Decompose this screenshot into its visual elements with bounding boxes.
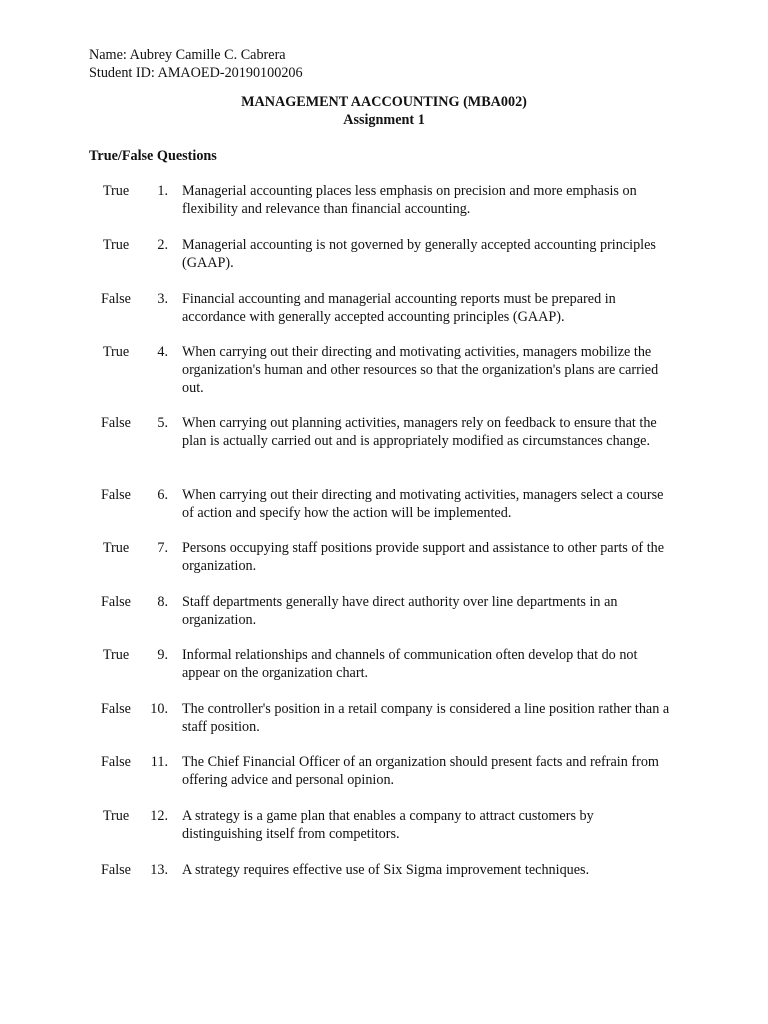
question-answer: True	[102, 344, 130, 360]
question-number: 3.	[157, 291, 168, 307]
question-text: When carrying out their directing and motivating activities, managers select a course of action and specify how the action will be implemented.	[182, 487, 664, 521]
question-text: Persons occupying staff positions provide support and assistance to other parts of the organization.	[182, 540, 665, 574]
question-text: Staff departments generally have direct authority over line departments in an organization.	[182, 594, 618, 628]
question-text: Managerial accounting is not governed by generally accepted accounting principles (GAAP).	[182, 237, 656, 271]
question-text: When carrying out their directing and motivating activities, managers mobilize the organization's human and other resources so that the organization's plans are carried out.	[182, 344, 659, 396]
question-text: A strategy requires effective use of Six Sigma improvement techniques.	[182, 862, 590, 878]
question-answer: True	[102, 808, 130, 824]
question-answer: True	[102, 647, 130, 663]
question-answer: True	[102, 237, 130, 253]
question-answer: False	[101, 594, 131, 610]
assignment-title: Assignment 1	[343, 112, 425, 128]
question-number: 9.	[157, 647, 168, 663]
question-text: Financial accounting and managerial accounting reports must be prepared in accordance with generally accepted accounting principles (GAAP).	[182, 291, 616, 325]
question-number: 7.	[157, 540, 168, 556]
question-answer: False	[101, 291, 131, 307]
question-text: The controller's position in a retail company is considered a line position rather than a staff position.	[182, 701, 670, 735]
question-number: 11.	[150, 754, 168, 770]
question-number: 5.	[157, 415, 168, 431]
question-text: The Chief Financial Officer of an organization should present facts and refrain from offering advice and personal opinion.	[182, 754, 659, 788]
question-answer: False	[101, 487, 131, 503]
question-text: Informal relationships and channels of communication often develop that do not appear on the organization chart.	[182, 647, 638, 681]
question-number: 6.	[157, 487, 168, 503]
question-text: Managerial accounting places less emphasis on precision and more emphasis on flexibility and relevance than financial accounting.	[182, 183, 637, 217]
question-number: 1.	[157, 183, 168, 199]
course-title: MANAGEMENT AACCOUNTING (MBA002)	[241, 94, 527, 110]
question-number: 13.	[150, 862, 168, 878]
question-number: 2.	[157, 237, 168, 253]
question-answer: True	[102, 540, 130, 556]
question-number: 8.	[157, 594, 168, 610]
question-answer: False	[101, 754, 131, 770]
question-number: 4.	[157, 344, 168, 360]
question-answer: True	[102, 183, 130, 199]
question-answer: False	[101, 862, 131, 878]
question-text: A strategy is a game plan that enables a company to attract customers by distinguishing itself from competitors.	[182, 808, 594, 842]
question-number: 10.	[150, 701, 168, 717]
student-name: Name: Aubrey Camille C. Cabrera	[89, 47, 286, 63]
question-text: When carrying out planning activities, managers rely on feedback to ensure that the plan is actually carried out and is appropriately modified as circumstances change.	[182, 415, 657, 449]
question-answer: False	[101, 701, 131, 717]
question-answer: False	[101, 415, 131, 431]
question-number: 12.	[150, 808, 168, 824]
student-id: Student ID: AMAOED-20190100206	[89, 65, 303, 81]
section-heading: True/False Questions	[89, 148, 217, 164]
